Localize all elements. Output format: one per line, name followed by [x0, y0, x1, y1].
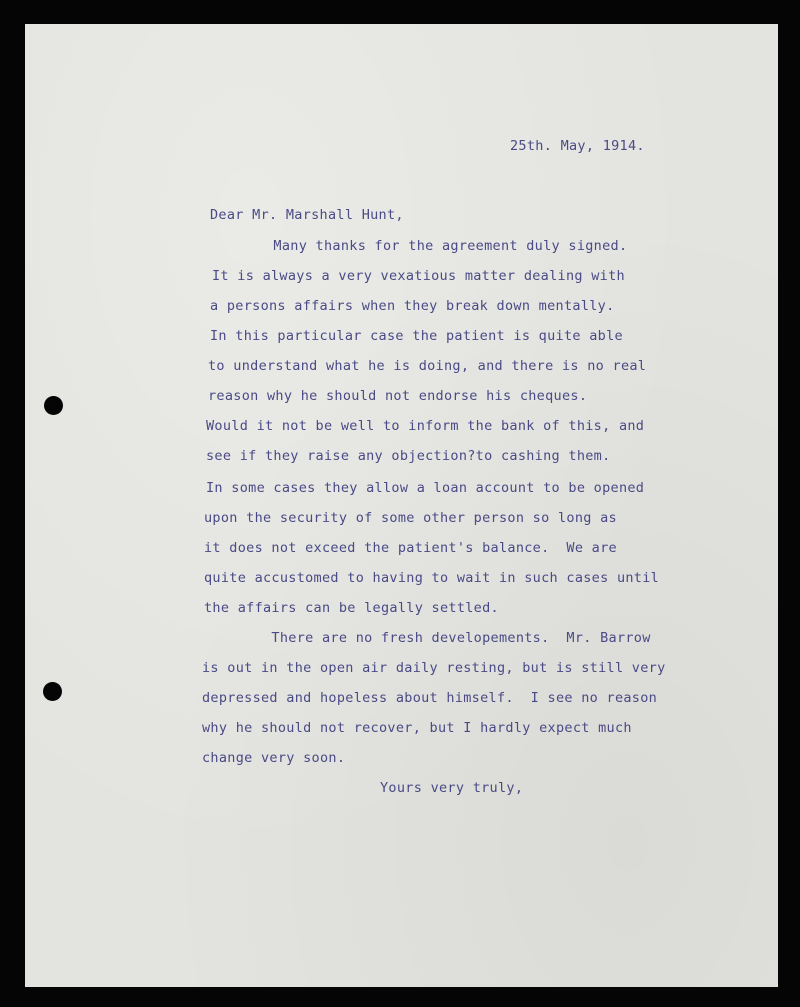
body-line: upon the security of some other person so long as: [204, 510, 617, 526]
body-line: it does not exceed the patient's balance. We are: [204, 540, 617, 556]
body-line: It is always a very vexatious matter dealing with: [212, 268, 625, 284]
letter-salutation: Dear Mr. Marshall Hunt,: [210, 207, 404, 223]
body-line: There are no fresh developements. Mr. Barrow: [204, 630, 651, 646]
punch-hole: [43, 682, 62, 701]
letter-closing: Yours very truly,: [380, 780, 524, 796]
body-line: Would it not be well to inform the bank of this, and: [206, 418, 645, 434]
body-line: In this particular case the patient is quite able: [210, 328, 623, 344]
body-line: change very soon.: [202, 750, 346, 766]
body-line: depressed and hopeless about himself. I see no reason: [202, 690, 658, 706]
body-line: Many thanks for the agreement duly signed.: [206, 238, 628, 254]
body-line: to understand what he is doing, and there is no real: [208, 358, 647, 374]
punch-hole: [44, 396, 63, 415]
body-line: quite accustomed to having to wait in such cases until: [204, 570, 660, 586]
body-line: is out in the open air daily resting, but is still very: [202, 660, 666, 676]
body-line: reason why he should not endorse his cheques.: [208, 388, 588, 404]
body-line: the affairs can be legally settled.: [204, 600, 499, 616]
letter-date: 25th. May, 1914.: [510, 138, 645, 154]
body-line: a persons affairs when they break down mentally.: [210, 298, 615, 314]
letter-page: [25, 24, 778, 987]
body-line: see if they raise any objection?to cashing them.: [206, 448, 611, 464]
body-line: why he should not recover, but I hardly expect much: [202, 720, 632, 736]
body-line: In some cases they allow a loan account to be opened: [206, 480, 645, 496]
